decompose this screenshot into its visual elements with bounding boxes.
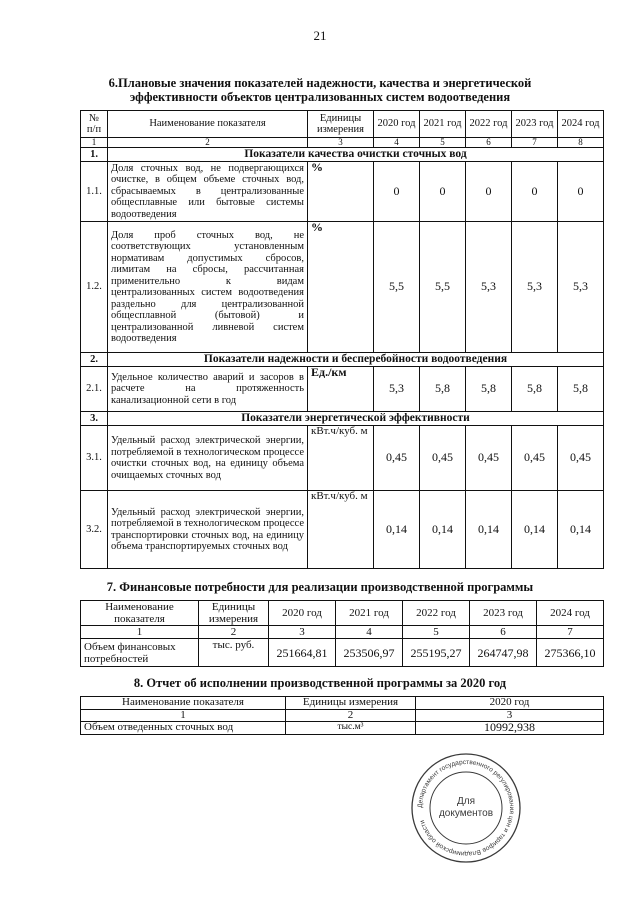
col-number: 6: [466, 138, 512, 148]
col-number: 4: [374, 138, 420, 148]
col-number: 7: [537, 626, 604, 639]
value-cell: 0,14: [374, 491, 420, 569]
column-number-row: [81, 138, 604, 148]
header-year: 2022 год: [403, 601, 470, 626]
section-title: Показатели энергетической эффективности: [108, 412, 604, 426]
value-cell: 0: [558, 162, 604, 222]
section-num: 3.: [81, 412, 108, 426]
indicator-unit: кВт.ч/куб. м: [308, 491, 374, 569]
col-number: 8: [558, 138, 604, 148]
value-cell: 264747,98: [470, 639, 537, 667]
col-number: 3: [308, 138, 374, 148]
header-year: 2023 год: [470, 601, 537, 626]
value-cell: 5,8: [558, 367, 604, 412]
table-row: [81, 639, 604, 667]
col-number: 4: [336, 626, 403, 639]
value-cell: 0,45: [374, 426, 420, 491]
header-year: 2020 год: [374, 111, 420, 138]
section-num: 1.: [81, 148, 108, 162]
col-number: 1: [81, 138, 108, 148]
value-cell: 0,14: [466, 491, 512, 569]
value-cell: 5,3: [512, 222, 558, 353]
indicator-unit: %: [308, 162, 374, 222]
value-cell: 0,14: [420, 491, 466, 569]
section-row: [81, 412, 604, 426]
value-cell: 0: [420, 162, 466, 222]
value-cell: 5,8: [466, 367, 512, 412]
value-cell: 0,45: [420, 426, 466, 491]
indicator-name: Удельный расход электрической энергии, потребляемой в технологическом процессе очистки сточных вод, на единицу объема очищаемых сточных вод: [108, 426, 308, 491]
value-cell: 5,3: [374, 367, 420, 412]
row-num: 2.1.: [81, 367, 108, 412]
row-num: 1.1.: [81, 162, 108, 222]
value-cell: 253506,97: [336, 639, 403, 667]
col-number: 1: [81, 709, 286, 722]
header-unit: Единицы измерения: [286, 697, 416, 710]
value-cell: 0,14: [512, 491, 558, 569]
table-header-row: [81, 601, 604, 626]
value-cell: 10992,938: [416, 722, 604, 735]
value-cell: 5,3: [466, 222, 512, 353]
indicator-name: Удельное количество аварий и засоров в расчете на протяженность канализационной сети в год: [108, 367, 308, 412]
indicator-name: Объем отведенных сточных вод: [81, 722, 286, 735]
col-number: 3: [416, 709, 604, 722]
table-header-row: [81, 111, 604, 138]
indicator-unit: тыс. руб.: [199, 639, 269, 667]
value-cell: 0: [466, 162, 512, 222]
header-year: 2023 год: [512, 111, 558, 138]
value-cell: 5,8: [512, 367, 558, 412]
table-row: [81, 722, 604, 735]
section-title: Показатели качества очистки сточных вод: [108, 148, 604, 162]
reliability-indicators-table: [80, 110, 604, 569]
header-year: 2022 год: [466, 111, 512, 138]
header-year: 2024 год: [537, 601, 604, 626]
section6-title-line2: эффективности объектов централизованных систем водоотведения: [129, 90, 511, 104]
official-stamp: [410, 752, 522, 864]
section7-title: 7. Финансовые потребности для реализации производственной программы: [106, 580, 534, 594]
indicator-name: Объем финансовых потребностей: [81, 639, 199, 667]
header-unit: Единицы измерения: [199, 601, 269, 626]
section-num: 2.: [81, 353, 108, 367]
table-header-row: [81, 697, 604, 710]
header-name: Наименование показателя: [108, 111, 308, 138]
indicator-name: Доля сточных вод, не подвергающихся очистке, в общем объеме сточных вод, сбрасываемых в централизованные общесплавные или бытовые системы водоотведения: [108, 162, 308, 222]
value-cell: 0,45: [466, 426, 512, 491]
header-name: Наименование показателя: [81, 601, 199, 626]
indicator-unit: кВт.ч/куб. м: [308, 426, 374, 491]
row-num: 3.2.: [81, 491, 108, 569]
value-cell: 0,14: [558, 491, 604, 569]
financial-needs-table: [80, 600, 604, 667]
indicator-unit: Ед./км: [308, 367, 374, 412]
value-cell: 255195,27: [403, 639, 470, 667]
value-cell: 275366,10: [537, 639, 604, 667]
page-number: 21: [313, 28, 327, 43]
header-year: 2024 год: [558, 111, 604, 138]
col-number: 6: [470, 626, 537, 639]
value-cell: 0,45: [558, 426, 604, 491]
col-number: 5: [403, 626, 470, 639]
header-year: 2021 год: [420, 111, 466, 138]
section6-title: [60, 76, 580, 104]
indicator-name: Доля проб сточных вод, не соответствующих установленным нормативам допустимых сбросов, лимитам на сбросы, рассчитанная применительно к видам централизованных систем водоотведения раздельно для централизованной общесплавной (бытовой) и централизованной ливневой систем водоотведения: [108, 222, 308, 353]
stamp-inner-line2: документов: [438, 808, 494, 819]
table-row: [81, 222, 604, 353]
value-cell: 5,5: [420, 222, 466, 353]
col-number: 5: [420, 138, 466, 148]
stamp-inner-line1: Для: [456, 796, 476, 807]
indicator-unit: тыс.м³: [286, 722, 416, 735]
header-unit: Единицы измерения: [308, 111, 374, 138]
section-row: [81, 148, 604, 162]
value-cell: 5,5: [374, 222, 420, 353]
value-cell: 0,45: [512, 426, 558, 491]
indicator-name: Удельный расход электрической энергии, потребляемой в технологическом процессе транспортировки сточных вод, на единицу объема транспортируемых сточных вод: [108, 491, 308, 569]
header-year: 2020 год: [416, 697, 604, 710]
table-row: [81, 491, 604, 569]
header-year: 2020 год: [269, 601, 336, 626]
column-number-row: [81, 626, 604, 639]
header-num: № п/п: [81, 111, 108, 138]
col-number: 2: [108, 138, 308, 148]
value-cell: 0: [374, 162, 420, 222]
value-cell: 5,3: [558, 222, 604, 353]
row-num: 1.2.: [81, 222, 108, 353]
section6-title-line1: 6.Плановые значения показателей надежности, качества и энергетической: [108, 76, 532, 90]
col-number: 7: [512, 138, 558, 148]
col-number: 1: [81, 626, 199, 639]
value-cell: 251664,81: [269, 639, 336, 667]
row-num: 3.1.: [81, 426, 108, 491]
header-year: 2021 год: [336, 601, 403, 626]
col-number: 3: [269, 626, 336, 639]
stamp-ring-text: Департамент государственного регулирования цен и тарифов Владимирской области: [416, 758, 516, 858]
table-row: [81, 367, 604, 412]
section8-title: 8. Отчет об исполнении производственной программы за 2020 год: [133, 676, 507, 690]
value-cell: 5,8: [420, 367, 466, 412]
col-number: 2: [199, 626, 269, 639]
section-title: Показатели надежности и бесперебойности водоотведения: [108, 353, 604, 367]
table-row: [81, 426, 604, 491]
indicator-unit: %: [308, 222, 374, 353]
header-name: Наименование показателя: [81, 697, 286, 710]
table-row: [81, 162, 604, 222]
col-number: 2: [286, 709, 416, 722]
value-cell: 0: [512, 162, 558, 222]
program-report-table: [80, 696, 604, 735]
